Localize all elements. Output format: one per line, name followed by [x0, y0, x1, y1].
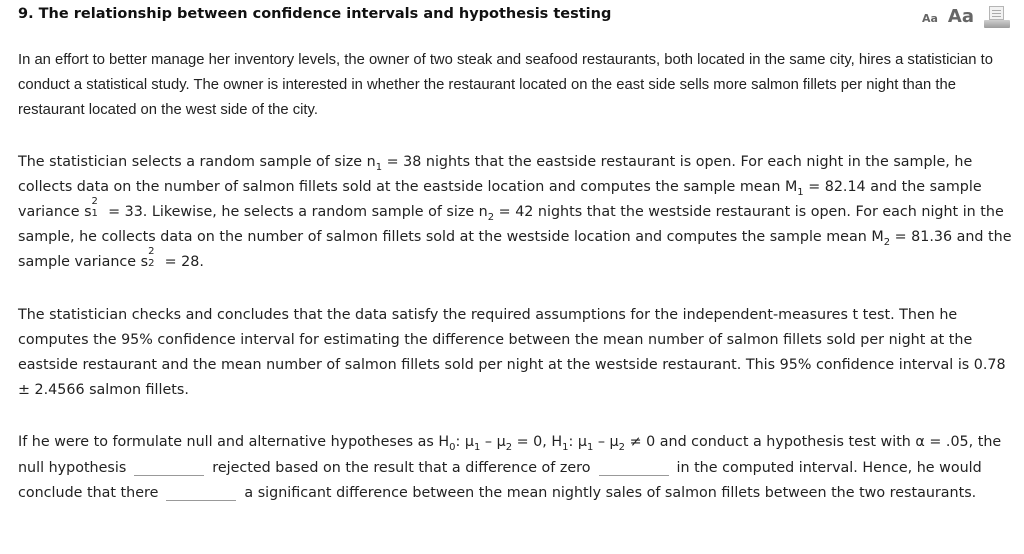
answer-dropdown-2[interactable]: [599, 461, 669, 476]
question-title: 9. The relationship between confidence intervals and hypothesis testing: [18, 6, 612, 22]
decrease-font-button[interactable]: Aa: [921, 12, 938, 25]
printer-icon[interactable]: [984, 6, 1010, 28]
answer-dropdown-1[interactable]: [134, 461, 204, 476]
question-header: [18, 6, 1016, 28]
question-body: [18, 48, 1013, 506]
hypothesis-paragraph: If he were to formulate null and alternative hypotheses as $H_0$: $\mu_1 - \mu_2 = 0$, $H_1$: $\mu_1 - \mu_2 \ne 0$ and conduct a hypothesis test with α = .05, the null hypothesis rejected based on the result that a difference of zero in the computed interval. Hence, he would conclude that there a significant difference between the mean nightly sales of salmon fillets between the two restaurants.: [18, 434, 1002, 501]
sampling-paragraph: The statistician selects a random sample of size $n_1 = 38$ nights that the eastside restaurant is open. For each night in the sample, he collects data on the number of salmon fillets sold at the eastside location and computes the sample mean $M_1 = 82.14$ and the sample variance s 2 1 = 33. Likewise, he selects a random sample of size $n_2 = 42$ nights that the westside restaurant is open. For each night in the sample, he collects data on the number of salmon fillets sold at the westside location and computes the sample mean $M_2 = 81.36$ and the sample variance s 2 2 = 28.: [18, 153, 1012, 271]
answer-dropdown-3[interactable]: [166, 486, 236, 501]
increase-font-button[interactable]: Aa: [947, 6, 974, 27]
intro-paragraph: In an effort to better manage her inventory levels, the owner of two steak and seafood restaurants, both located in the same city, hires a statistician to conduct a statistical study. The owner is interested in whether the restaurant located on the east side sells more salmon fillets per night than the restaurant located on the west side of the city.: [18, 52, 993, 119]
confidence-interval-paragraph: The statistician checks and concludes that the data satisfy the required assumptions for the independent-measures t test. Then he computes the 95% confidence interval for estimating the difference between the mean number of salmon fillets sold per night at the eastside restaurant and the mean number of salmon fillets sold per night at the westside restaurant. This 95% confidence interval is 0.78 ± 2.4566 salmon fillets.: [18, 306, 1006, 399]
text-tools: [922, 6, 1010, 28]
